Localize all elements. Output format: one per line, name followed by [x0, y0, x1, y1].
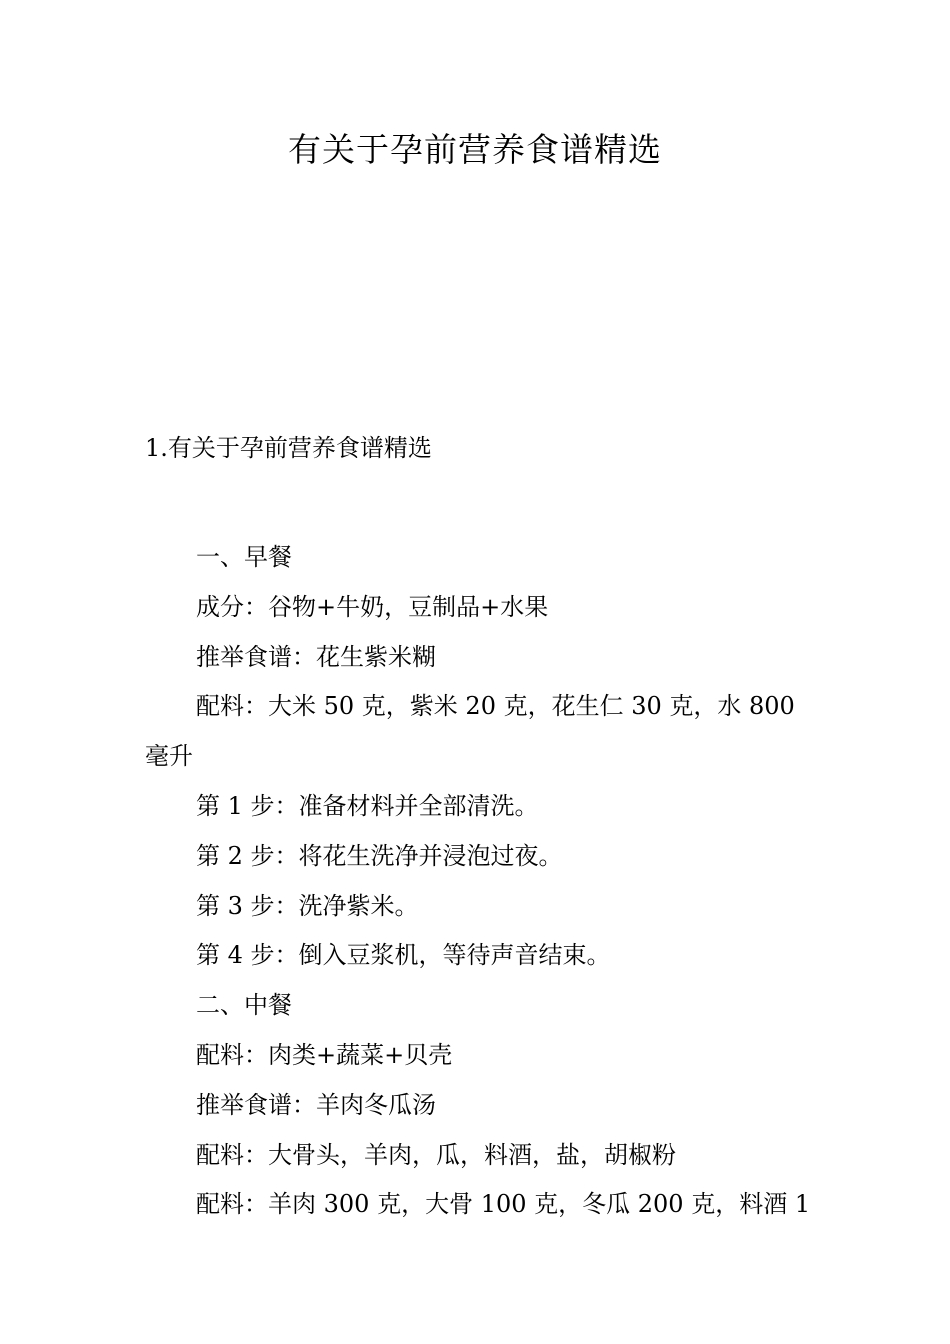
- paragraph-breakfast-materials: 配料：大米 50 克，紫米 20 克，花生仁 30 克，水 800 毫升: [145, 692, 795, 771]
- paragraph-breakfast-heading: 一、早餐: [196, 543, 292, 571]
- document-title: 有关于孕前营养食谱精选: [288, 130, 662, 169]
- paragraph-lunch-recipe: 推举食谱：羊肉冬瓜汤: [196, 1090, 436, 1119]
- paragraph-lunch-heading: 二、中餐: [196, 991, 292, 1020]
- paragraph-step-4: 第 4 步：倒入豆浆机，等待声音结束。: [196, 941, 611, 970]
- paragraph-breakfast-recipe: 推举食谱：花生紫米糊: [196, 642, 436, 671]
- paragraph-lunch-materials: 配料：大骨头，羊肉，瓜，料酒，盐，胡椒粉: [196, 1140, 676, 1169]
- section-heading: 1.有关于孕前营养食谱精选: [145, 434, 432, 462]
- document-body: [145, 533, 810, 1230]
- paragraph-step-1: 第 1 步：准备材料并全部清洗。: [196, 791, 539, 820]
- paragraph-lunch-quantities: 配料：羊肉 300 克，大骨 100 克，冬瓜 200 克，料酒 1: [196, 1190, 811, 1219]
- paragraph-lunch-ingredients: 配料：肉类+蔬菜+贝壳: [196, 1040, 453, 1069]
- paragraph-step-3: 第 3 步：洗净紫米。: [196, 891, 419, 920]
- paragraph-step-2: 第 2 步：将花生洗净并浸泡过夜。: [196, 841, 563, 870]
- paragraph-breakfast-ingredients: 成分：谷物+牛奶，豆制品+水果: [196, 592, 549, 621]
